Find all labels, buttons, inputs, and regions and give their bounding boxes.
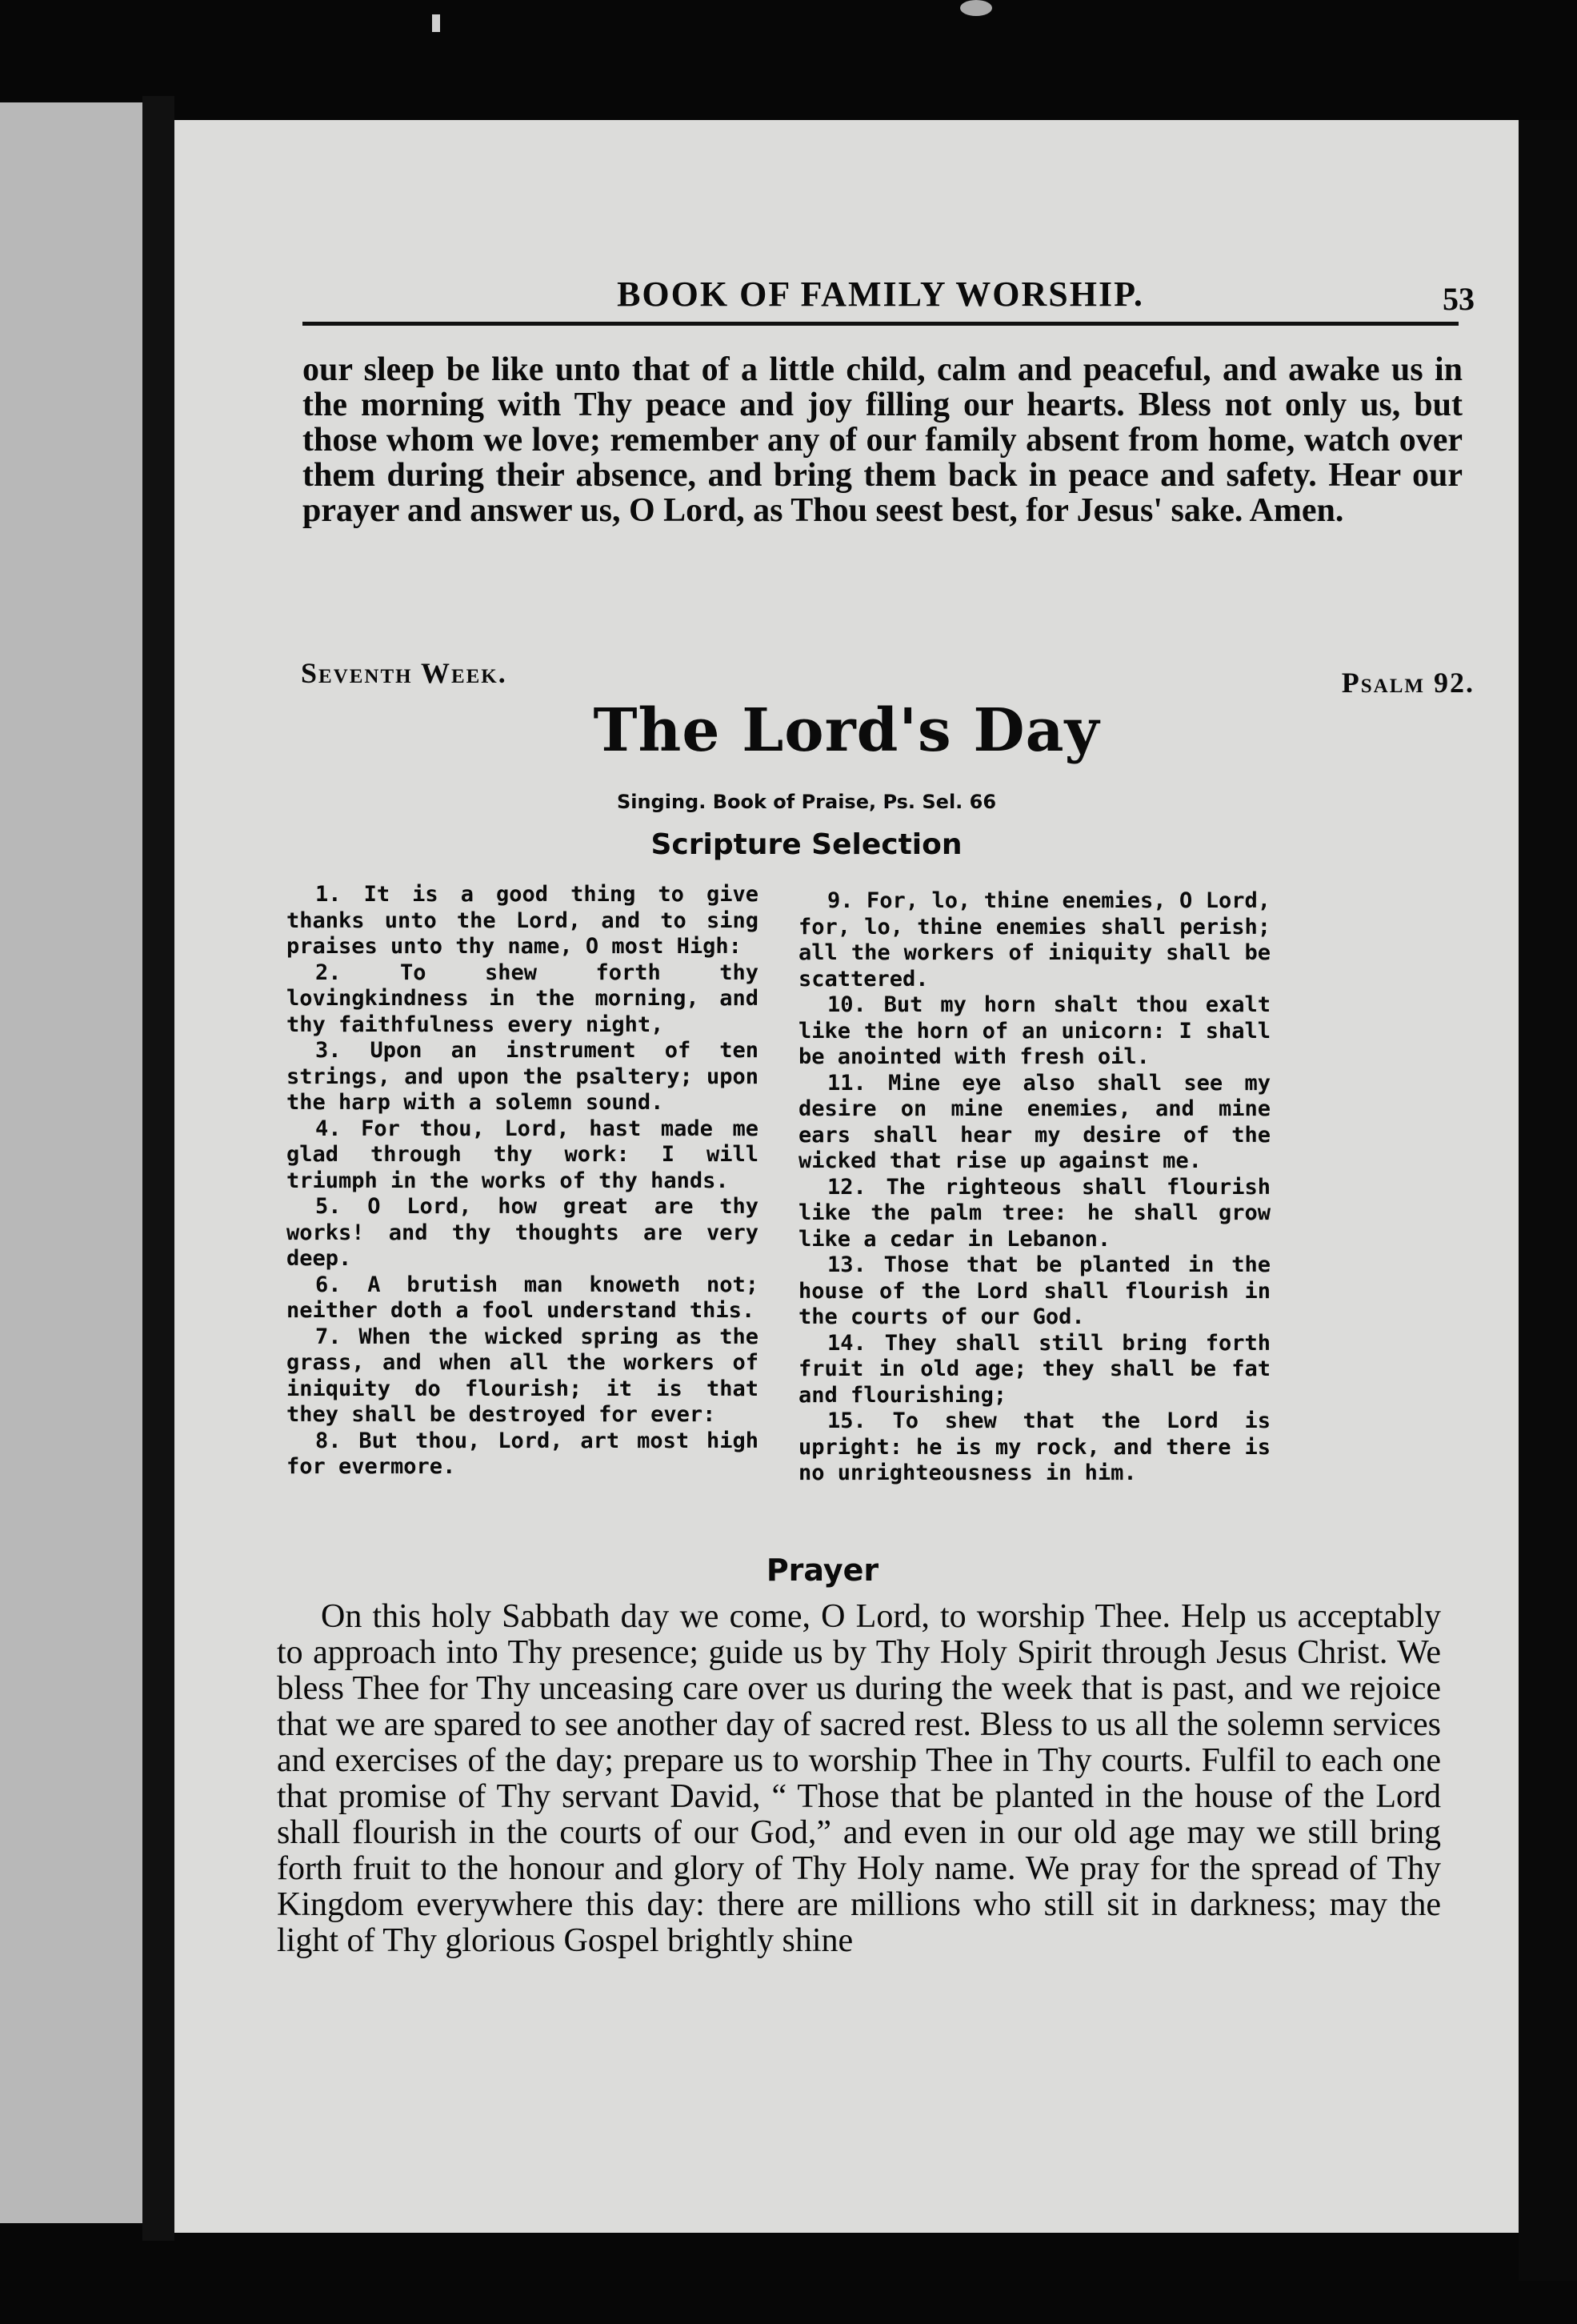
verse: 15. To shew that the Lord is upright: he is my rock, and there is no unrighteousness in him.: [799, 1408, 1271, 1485]
verse: 4. For thou, Lord, hast made me glad through thy work: I will triumph in the works of thy hands.: [286, 1116, 758, 1193]
section-title: The Lord's Day: [593, 696, 1100, 765]
verse: 2. To shew forth thy lovingkindness in the morning, and thy faithfulness every night,: [286, 960, 758, 1037]
page-number: 53: [1443, 281, 1475, 317]
scan-speck: [960, 0, 992, 16]
running-head: [302, 274, 1475, 326]
continued-prayer-text: our sleep be like unto that of a little child, calm and peaceful, and awake us in the morning with Thy peace and joy filling our hearts. Bless not only us, but those whom we love; remember any of our family absent from home, watch over them during their absence, and bring them back in peace and safety. Hear our prayer and answer us, O Lord, as Thou seest best, for Jesus' sake. Amen.: [302, 351, 1463, 529]
verse: 8. But thou, Lord, art most high for evermore.: [286, 1428, 758, 1479]
week-label: Seventh Week.: [301, 657, 507, 689]
running-head-title: BOOK OF FAMILY WORSHIP.: [617, 274, 1144, 314]
page-edge-shadow: [1519, 120, 1577, 2281]
scripture-heading: Scripture Selection: [650, 828, 963, 861]
prayer-body: [277, 1599, 1441, 1959]
verses-left-column: [286, 882, 758, 1481]
scan-speck: [432, 14, 440, 32]
verse: 6. A brutish man knoweth not; neither doth a fool understand this.: [286, 1272, 758, 1323]
verse: 13. Those that be planted in the house of the Lord shall flourish in the courts of our God.: [799, 1252, 1271, 1329]
verses-right-column: [799, 888, 1271, 1487]
prayer-heading: Prayer: [766, 1553, 879, 1588]
prayer-text: On this holy Sabbath day we come, O Lord, to worship Thee. Help us acceptably to approach into Thy presence; guide us by Thy Holy Spirit through Jesus Christ. We bless Thee for Thy unceasing care over us during the week that is past, and we rejoice that we are spared to see another day of sacred rest. Bless to us all the solemn services and exercises of the day; prepare us to worship Thee in Thy courts. Fulfil to each one that promise of Thy servant David, “ Those that be planted in the house of the Lord shall flourish in the courts of our God,” and even in our old age may we still bring forth fruit to the honour and glory of Thy Holy name. We pray for the spread of Thy Kingdom everywhere this day: there are millions who still sit in darkness; may the light of Thy glorious Gospel brightly shine: [277, 1598, 1441, 1959]
verse: 1. It is a good thing to give thanks unto the Lord, and to sing praises unto thy name, O most High:: [286, 882, 758, 959]
verse: 12. The righteous shall flourish like the palm tree: he shall grow like a cedar in Lebanon.: [799, 1174, 1271, 1252]
verse: 14. They shall still bring forth fruit in old age; they shall be fat and flourishing;: [799, 1330, 1271, 1408]
verse: 7. When the wicked spring as the grass, and when all the workers of iniquity do flourish; it is that they shall be destroyed for ever:: [286, 1324, 758, 1427]
verse: 5. O Lord, how great are thy works! and thy thoughts are very deep.: [286, 1194, 758, 1271]
facing-page-edge: [0, 102, 142, 2223]
psalm-label: Psalm 92.: [1341, 667, 1475, 699]
verse: 9. For, lo, thine enemies, O Lord, for, lo, thine enemies shall perish; all the workers of iniquity shall be scattered.: [799, 888, 1271, 992]
continued-prayer: [302, 352, 1463, 528]
book-page: [174, 120, 1519, 2233]
singing-note: Singing. Book of Praise, Ps. Sel. 66: [616, 791, 997, 813]
verse: 10. But my horn shalt thou exalt like the horn of an unicorn: I shall be anointed with fresh oil.: [799, 992, 1271, 1069]
verse: 3. Upon an instrument of ten strings, and upon the psaltery; upon the harp with a solemn sound.: [286, 1038, 758, 1115]
verse: 11. Mine eye also shall see my desire on mine enemies, and mine ears shall hear my desire of the wicked that rise up against me.: [799, 1070, 1271, 1173]
gutter-shadow: [142, 96, 174, 2241]
